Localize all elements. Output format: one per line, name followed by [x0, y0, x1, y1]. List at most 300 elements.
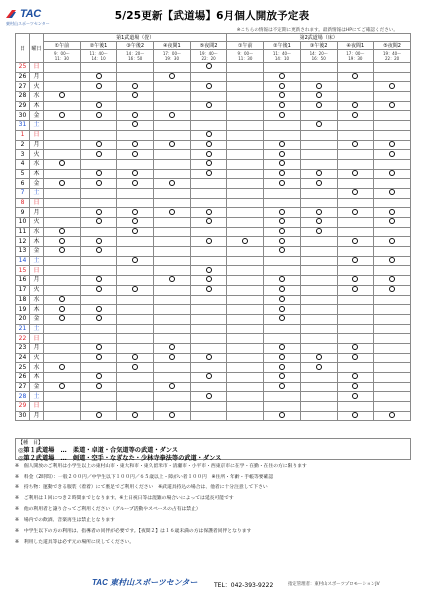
slot-cell — [337, 63, 374, 73]
slot-cell — [337, 237, 374, 247]
open-mark-icon — [132, 112, 138, 118]
slot-cell — [80, 227, 117, 237]
slot-cell — [337, 150, 374, 160]
time-start: 11：40～ — [272, 51, 292, 56]
slot-cell — [80, 353, 117, 363]
open-mark-icon — [96, 218, 102, 224]
slot-cell — [154, 82, 191, 92]
legend-title: 【種 目】 — [18, 440, 44, 446]
slot-cell — [227, 382, 264, 392]
open-mark-icon — [352, 354, 358, 360]
slot-cell — [337, 72, 374, 82]
slot-cell — [154, 266, 191, 276]
open-mark-icon — [169, 276, 175, 282]
slot-cell — [80, 159, 117, 169]
open-mark-icon — [279, 102, 285, 108]
slot-cell — [374, 256, 411, 266]
slot-cell — [227, 159, 264, 169]
slot-cell — [337, 266, 374, 276]
date-cell: 31 — [16, 121, 30, 131]
open-mark-icon — [59, 315, 65, 321]
time-header — [44, 50, 81, 63]
open-mark-icon — [96, 306, 102, 312]
slot-cell — [264, 402, 301, 412]
open-mark-icon — [279, 170, 285, 176]
slot-cell — [44, 140, 81, 150]
slot-cell — [80, 82, 117, 92]
slot-cell — [154, 285, 191, 295]
slot-cell — [44, 392, 81, 402]
open-mark-icon — [59, 238, 65, 244]
note-item: ※ 料金（2時間）：一般２００円／中学生以下１００円／６５歳以上・障がい者１００円 ※住所・年齢・手帳等要確認 — [15, 475, 274, 480]
slot-cell — [374, 295, 411, 305]
weekday-cell: 月 — [30, 208, 44, 218]
date-cell: 20 — [16, 314, 30, 324]
weekday-cell: 土 — [30, 392, 44, 402]
slot-cell — [264, 373, 301, 383]
slot-cell — [44, 150, 81, 160]
schedule-row — [16, 276, 411, 286]
open-mark-icon — [279, 83, 285, 89]
slot-cell — [154, 324, 191, 334]
time-header — [80, 50, 117, 63]
open-mark-icon — [279, 92, 285, 98]
schedule-row — [16, 237, 411, 247]
open-mark-icon — [316, 102, 322, 108]
weekday-cell: 火 — [30, 150, 44, 160]
slot-cell — [227, 363, 264, 373]
slot-cell — [190, 285, 227, 295]
open-mark-icon — [96, 383, 102, 389]
open-mark-icon — [352, 141, 358, 147]
weekday-cell: 火 — [30, 82, 44, 92]
slot-cell — [337, 179, 374, 189]
weekday-cell: 水 — [30, 159, 44, 169]
slot-cell — [374, 392, 411, 402]
slot-cell — [117, 402, 154, 412]
slot-cell — [337, 130, 374, 140]
slot-cell — [117, 72, 154, 82]
open-mark-icon — [279, 73, 285, 79]
schedule-row — [16, 305, 411, 315]
open-mark-icon — [206, 238, 212, 244]
time-end: 19：30 — [164, 56, 179, 61]
slot-cell — [117, 305, 154, 315]
slot-cell — [154, 353, 191, 363]
open-mark-icon — [352, 238, 358, 244]
open-mark-icon — [389, 170, 395, 176]
slot-cell — [227, 198, 264, 208]
hall-header-row — [16, 34, 411, 42]
open-mark-icon — [132, 228, 138, 234]
slot-cell — [300, 111, 337, 121]
slot-cell — [117, 121, 154, 131]
slot-cell — [374, 324, 411, 334]
time-start: 14：20～ — [309, 51, 328, 56]
open-mark-icon — [169, 209, 175, 215]
slot-cell — [264, 169, 301, 179]
weekday-header: 曜日 — [30, 34, 44, 63]
slot-cell — [300, 305, 337, 315]
slot-cell — [44, 92, 81, 102]
slot-cell — [227, 256, 264, 266]
slot-cell — [190, 402, 227, 412]
date-cell: 18 — [16, 295, 30, 305]
open-mark-icon — [352, 189, 358, 195]
slot-cell — [44, 256, 81, 266]
date-cell: 30 — [16, 111, 30, 121]
slot-cell — [44, 334, 81, 344]
slot-cell — [264, 363, 301, 373]
open-mark-icon — [352, 257, 358, 263]
slot-cell — [300, 402, 337, 412]
slot-cell — [80, 150, 117, 160]
slot-cell — [117, 82, 154, 92]
slot-cell — [374, 266, 411, 276]
slot-cell — [154, 305, 191, 315]
slot-cell — [227, 82, 264, 92]
open-mark-icon — [132, 92, 138, 98]
slot-cell — [80, 72, 117, 82]
slot-cell — [190, 82, 227, 92]
slot-cell — [374, 353, 411, 363]
slot-cell — [117, 92, 154, 102]
slot-cell — [337, 82, 374, 92]
slot-cell — [117, 373, 154, 383]
slot-cell — [117, 218, 154, 228]
slot-cell — [154, 198, 191, 208]
slot-cell — [300, 121, 337, 131]
open-mark-icon — [206, 141, 212, 147]
slot-cell — [374, 247, 411, 257]
slot-cell — [190, 276, 227, 286]
open-mark-icon — [316, 218, 322, 224]
weekday-cell: 日 — [30, 402, 44, 412]
logo-subtitle: 東村山スポーツセンター — [6, 21, 50, 26]
slot-cell — [190, 111, 227, 121]
slot-cell — [117, 314, 154, 324]
slot-cell — [374, 276, 411, 286]
slot-cell — [117, 285, 154, 295]
schedule-row — [16, 256, 411, 266]
open-mark-icon — [352, 102, 358, 108]
slot-cell — [117, 276, 154, 286]
date-cell: 25 — [16, 363, 30, 373]
date-cell: 6 — [16, 179, 30, 189]
slot-cell — [154, 218, 191, 228]
slot-cell — [80, 198, 117, 208]
slot-cell — [80, 92, 117, 102]
open-mark-icon — [132, 180, 138, 186]
open-mark-icon — [59, 364, 65, 370]
slot-cell — [300, 130, 337, 140]
date-cell: 25 — [16, 63, 30, 73]
slot-cell — [337, 343, 374, 353]
slot-cell — [190, 63, 227, 73]
open-mark-icon — [96, 83, 102, 89]
open-mark-icon — [279, 218, 285, 224]
slot-cell — [190, 188, 227, 198]
slot-cell — [80, 218, 117, 228]
slot-cell — [190, 411, 227, 421]
note-item: ※ 中学生以下の方の利用は、指導者の同伴が必要です。【夜間２】は１６歳未満の方は保護者同伴となります — [15, 529, 252, 534]
slot-cell — [264, 285, 301, 295]
open-mark-icon — [96, 412, 102, 418]
schedule-row — [16, 334, 411, 344]
weekday-cell: 日 — [30, 334, 44, 344]
slot-cell — [374, 82, 411, 92]
date-cell: 27 — [16, 82, 30, 92]
period-header: ②午後1 — [264, 42, 301, 50]
weekday-cell: 月 — [30, 72, 44, 82]
weekday-cell: 木 — [30, 373, 44, 383]
slot-cell — [117, 169, 154, 179]
open-mark-icon — [389, 83, 395, 89]
schedule-row — [16, 111, 411, 121]
weekday-cell: 木 — [30, 101, 44, 111]
note-item: ※ 場内での飲酒、音楽再生は禁止となります — [15, 518, 115, 523]
open-mark-icon — [59, 306, 65, 312]
date-cell: 22 — [16, 334, 30, 344]
slot-cell — [44, 373, 81, 383]
slot-cell — [264, 334, 301, 344]
time-start: 19：40～ — [199, 51, 218, 56]
schedule-row — [16, 324, 411, 334]
date-cell: 13 — [16, 247, 30, 257]
weekday-cell: 金 — [30, 382, 44, 392]
date-cell: 4 — [16, 159, 30, 169]
slot-cell — [227, 334, 264, 344]
slot-cell — [264, 82, 301, 92]
open-mark-icon — [316, 180, 322, 186]
slot-cell — [264, 266, 301, 276]
open-mark-icon — [96, 112, 102, 118]
schedule-row — [16, 266, 411, 276]
slot-cell — [154, 411, 191, 421]
date-header: 日 — [16, 34, 30, 63]
slot-cell — [154, 363, 191, 373]
slot-cell — [374, 159, 411, 169]
open-mark-icon — [96, 354, 102, 360]
slot-cell — [154, 276, 191, 286]
open-mark-icon — [59, 296, 65, 302]
slot-cell — [374, 218, 411, 228]
slot-cell — [154, 140, 191, 150]
legend-box — [15, 438, 411, 460]
time-start: 9：00～ — [54, 51, 70, 56]
time-end: 22：20 — [201, 56, 216, 61]
weekday-cell: 日 — [30, 198, 44, 208]
open-mark-icon — [316, 83, 322, 89]
slot-cell — [374, 92, 411, 102]
slot-cell — [117, 179, 154, 189]
slot-cell — [300, 227, 337, 237]
slot-cell — [300, 198, 337, 208]
open-mark-icon — [242, 238, 248, 244]
logo-text: TAC — [20, 8, 41, 20]
schedule-row — [16, 373, 411, 383]
slot-cell — [154, 150, 191, 160]
slot-cell — [44, 343, 81, 353]
slot-cell — [190, 314, 227, 324]
slot-cell — [117, 237, 154, 247]
slot-cell — [374, 363, 411, 373]
slot-cell — [44, 179, 81, 189]
slot-cell — [190, 218, 227, 228]
slot-cell — [300, 247, 337, 257]
slot-cell — [190, 101, 227, 111]
note-item: ※ 他の利用者と譲り合ってご利用ください（グループ活動やスペースの占有は禁止） — [15, 507, 201, 512]
slot-cell — [190, 237, 227, 247]
slot-cell — [44, 295, 81, 305]
slot-cell — [300, 82, 337, 92]
time-end: 16：50 — [128, 56, 143, 61]
slot-cell — [300, 353, 337, 363]
date-cell: 10 — [16, 218, 30, 228]
slot-cell — [264, 72, 301, 82]
slot-cell — [44, 402, 81, 412]
schedule-row — [16, 188, 411, 198]
open-mark-icon — [132, 151, 138, 157]
slot-cell — [117, 188, 154, 198]
slot-cell — [80, 140, 117, 150]
open-mark-icon — [96, 180, 102, 186]
slot-cell — [44, 218, 81, 228]
slot-cell — [44, 324, 81, 334]
open-mark-icon — [389, 102, 395, 108]
period-header: ③午後2 — [300, 42, 337, 50]
slot-cell — [227, 72, 264, 82]
note-item: ※ 持ち物：運動できる服装（着着）にて裏足でご利用ください ※武道具持込の場合は、他者に十分注意して下さい — [15, 485, 268, 490]
open-mark-icon — [206, 276, 212, 282]
open-mark-icon — [206, 373, 212, 379]
slot-cell — [80, 266, 117, 276]
slot-cell — [337, 159, 374, 169]
slot-cell — [337, 218, 374, 228]
slot-cell — [300, 373, 337, 383]
time-end: 14：10 — [91, 56, 106, 61]
slot-cell — [337, 314, 374, 324]
schedule-row — [16, 402, 411, 412]
slot-cell — [337, 111, 374, 121]
time-header-row — [16, 50, 411, 63]
open-mark-icon — [279, 276, 285, 282]
slot-cell — [227, 285, 264, 295]
time-end: 16：50 — [311, 56, 326, 61]
open-mark-icon — [316, 170, 322, 176]
slot-cell — [117, 343, 154, 353]
slot-cell — [44, 159, 81, 169]
schedule-row — [16, 121, 411, 131]
slot-cell — [117, 159, 154, 169]
slot-cell — [264, 324, 301, 334]
slot-cell — [44, 130, 81, 140]
slot-cell — [227, 305, 264, 315]
slot-cell — [44, 247, 81, 257]
open-mark-icon — [169, 383, 175, 389]
schedule-row — [16, 392, 411, 402]
open-mark-icon — [389, 189, 395, 195]
slot-cell — [80, 121, 117, 131]
weekday-cell: 金 — [30, 314, 44, 324]
open-mark-icon — [316, 228, 322, 234]
date-cell: 1 — [16, 130, 30, 140]
slot-cell — [80, 285, 117, 295]
open-mark-icon — [169, 141, 175, 147]
open-mark-icon — [206, 267, 212, 273]
slot-cell — [80, 295, 117, 305]
slot-cell — [154, 111, 191, 121]
slot-cell — [44, 82, 81, 92]
slot-cell — [227, 218, 264, 228]
slot-cell — [154, 159, 191, 169]
time-header — [337, 50, 374, 63]
open-mark-icon — [206, 209, 212, 215]
open-mark-icon — [96, 102, 102, 108]
slot-cell — [300, 382, 337, 392]
schedule-row — [16, 179, 411, 189]
slot-cell — [264, 179, 301, 189]
open-mark-icon — [132, 121, 138, 127]
slot-cell — [264, 343, 301, 353]
schedule-row — [16, 159, 411, 169]
slot-cell — [117, 363, 154, 373]
schedule-row — [16, 363, 411, 373]
slot-cell — [374, 179, 411, 189]
slot-cell — [300, 63, 337, 73]
slot-cell — [264, 276, 301, 286]
open-mark-icon — [132, 257, 138, 263]
slot-cell — [374, 285, 411, 295]
schedule-row — [16, 130, 411, 140]
slot-cell — [190, 334, 227, 344]
slot-cell — [227, 227, 264, 237]
weekday-cell: 月 — [30, 411, 44, 421]
slot-cell — [80, 111, 117, 121]
date-cell: 26 — [16, 72, 30, 82]
open-mark-icon — [352, 73, 358, 79]
slot-cell — [300, 266, 337, 276]
slot-cell — [300, 159, 337, 169]
slot-cell — [80, 402, 117, 412]
schedule-row — [16, 198, 411, 208]
time-start: 9：00～ — [237, 51, 254, 56]
weekday-cell: 水 — [30, 295, 44, 305]
slot-cell — [227, 111, 264, 121]
slot-cell — [44, 121, 81, 131]
slot-cell — [227, 324, 264, 334]
time-header — [300, 50, 337, 63]
open-mark-icon — [389, 209, 395, 215]
slot-cell — [190, 295, 227, 305]
open-mark-icon — [96, 151, 102, 157]
period-header: ③午後2 — [117, 42, 154, 50]
slot-cell — [227, 101, 264, 111]
slot-cell — [80, 247, 117, 257]
date-cell: 28 — [16, 92, 30, 102]
schedule-row — [16, 218, 411, 228]
slot-cell — [190, 353, 227, 363]
slot-cell — [154, 121, 191, 131]
open-mark-icon — [96, 286, 102, 292]
slot-cell — [300, 363, 337, 373]
date-cell: 14 — [16, 256, 30, 266]
slot-cell — [374, 402, 411, 412]
period-header: ⑤夜間2 — [190, 42, 227, 50]
slot-cell — [190, 266, 227, 276]
slot-cell — [264, 256, 301, 266]
open-mark-icon — [279, 112, 285, 118]
